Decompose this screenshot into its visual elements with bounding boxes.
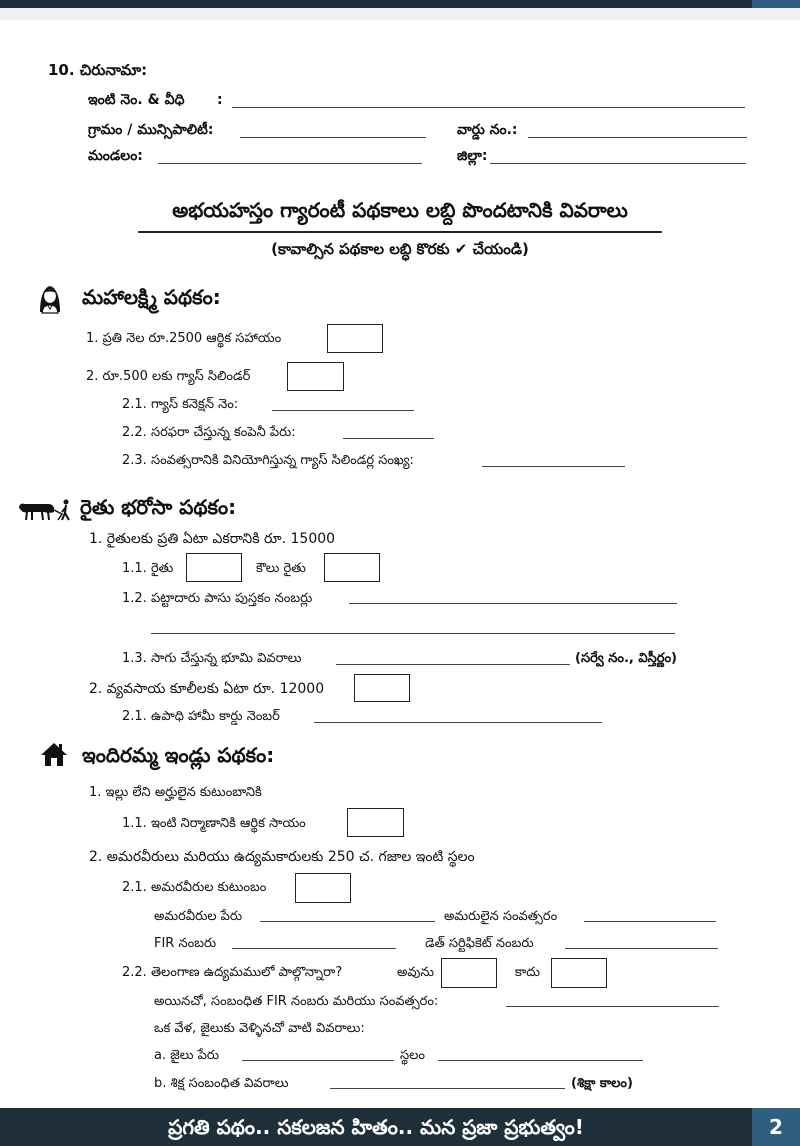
sentence-details-field[interactable] <box>330 1088 565 1089</box>
no-checkbox[interactable] <box>551 958 607 988</box>
top-strip <box>0 8 800 20</box>
passbook-field[interactable] <box>349 603 677 604</box>
address-title: 10. చిరునామా: <box>48 61 148 79</box>
district-label: జిల్లా: <box>457 148 488 164</box>
death-certificate-label: డెత్ సర్టిఫికెట్ నంబరు <box>425 936 534 951</box>
gas-connection-label: 2.1. గ్యాస్ కనెక్షన్ నెం: <box>122 397 239 412</box>
farmer-checkbox[interactable] <box>186 553 242 582</box>
mahalakshmi-title: మహాలక్ష్మి పథకం: <box>82 285 221 309</box>
indiramma-title: ఇందిరమ్మ ఇండ్లు పథకం: <box>82 743 275 767</box>
sentence-details-label: b. శిక్ష సంబంధిత వివరాలు <box>154 1076 289 1091</box>
ward-field[interactable] <box>528 137 747 138</box>
mandal-label: మండలం: <box>88 148 143 164</box>
tenant-farmer-checkbox[interactable] <box>324 553 380 582</box>
scheme-heading: అభయహస్తం గ్యారంటీ పథకాలు లబ్ది పొందటానికి వివరాలు <box>172 198 628 222</box>
house-colon: : <box>217 92 223 108</box>
jail-intro: ఒక వేళ, జైలుకు వెళ్ళినచో వాటి వివరాలు: <box>154 1021 365 1036</box>
gas-connection-field[interactable] <box>272 410 414 411</box>
passbook-label: 1.2. పట్టాదారు పాసు పుస్తకం నంబర్లు <box>122 591 313 606</box>
death-certificate-field[interactable] <box>565 948 718 949</box>
top-bar-tab <box>752 0 800 8</box>
construction-aid-checkbox[interactable] <box>347 808 404 837</box>
house-label: ఇంటి నెం. & వీధి <box>88 92 185 108</box>
rythu-title: రైతు భరోసా పథకం: <box>80 495 237 519</box>
mahalakshmi-item-2: 2. రూ.500 లకు గ్యాస్ సిలిండర్ <box>86 369 251 384</box>
yes-label: అవును <box>397 965 434 980</box>
martyr-family-checkbox[interactable] <box>295 873 351 903</box>
scheme-subheading: (కావాల్సిన పథకాల లబ్ధి కొరకు ✔ చేయండి) <box>271 240 529 258</box>
passbook-field-2[interactable] <box>151 633 675 634</box>
ward-label: వార్డు నం.: <box>457 122 518 138</box>
top-bar <box>0 0 800 8</box>
construction-aid-label: 1.1. ఇంటి నిర్మాణానికి ఆర్థిక సాయం <box>122 816 306 831</box>
farmer-plough-icon <box>18 498 74 522</box>
supplier-label: 2.2. సరఫరా చేస్తున్న కంపెనీ పేరు: <box>122 425 296 440</box>
martyr-name-label: అమరవీరుల పేరు <box>154 909 243 924</box>
district-field[interactable] <box>490 163 746 164</box>
martyr-year-field[interactable] <box>584 921 716 922</box>
yes-checkbox[interactable] <box>441 958 497 988</box>
martyr-family-label: 2.1. అమరవీరుల కుటుంబం <box>122 880 267 895</box>
land-details-label: 1.3. సాగు చేస్తున్న భూమి వివరాలు <box>122 651 302 666</box>
martyr-year-label: అమరులైన సంవత్సరం <box>444 909 558 924</box>
land-details-field[interactable] <box>336 664 570 665</box>
job-card-label: 2.1. ఉపాధి హామీ కార్డు నెంబర్ <box>122 709 280 724</box>
house-icon <box>40 741 68 767</box>
gas-cylinder-checkbox[interactable] <box>287 362 344 391</box>
monthly-aid-checkbox[interactable] <box>327 324 383 353</box>
village-field[interactable] <box>240 137 426 138</box>
place-label: స్థలం <box>400 1048 425 1063</box>
job-card-field[interactable] <box>314 722 602 723</box>
labourer-checkbox[interactable] <box>354 674 410 702</box>
indiramma-item-2: 2. అమరవీరులు మరియు ఉద్యమకారులకు 250 చ. గజాల ఇంటి స్థలం <box>89 849 475 865</box>
footer-slogan: ప్రగతి పథం.. సకలజన హితం.. మన ప్రజా ప్రభుత్వం! <box>168 1115 584 1139</box>
fir-details-field[interactable] <box>506 1006 719 1007</box>
village-label: గ్రామం / మున్సిపాలిటీ: <box>88 122 214 138</box>
rythu-item-2: 2. వ్యవసాయ కూలీలకు ఏటా రూ. 12000 <box>89 681 325 697</box>
page-number: 2 <box>752 1108 800 1146</box>
martyr-name-field[interactable] <box>260 921 435 922</box>
fir-number-field[interactable] <box>232 948 396 949</box>
sentence-period-label: (శిక్షా కాలం) <box>571 1076 633 1091</box>
land-details-suffix: (సర్వే నం., విస్తీర్ణం) <box>575 651 677 666</box>
mahalakshmi-item-1: 1. ప్రతి నెల రూ.2500 ఆర్థిక సహాయం <box>86 331 282 346</box>
mandal-field[interactable] <box>158 163 422 164</box>
movement-question: 2.2. తెలంగాణ ఉద్యమములో పాల్గొన్నారా? <box>122 965 343 980</box>
supplier-field[interactable] <box>343 438 434 439</box>
jail-name-field[interactable] <box>242 1060 394 1061</box>
rythu-item-1: 1. రైతులకు ప్రతి ఏటా ఎకరానికి రూ. 15000 <box>89 531 336 547</box>
house-field[interactable] <box>232 107 745 108</box>
cylinder-count-field[interactable] <box>482 466 625 467</box>
farmer-label: 1.1. రైతు <box>122 561 174 576</box>
woman-icon <box>36 282 64 314</box>
fir-number-label: FIR నంబరు <box>154 936 217 951</box>
tenant-farmer-label: కౌలు రైతు <box>256 561 306 576</box>
fir-details-label: అయినచో, సంబంధిత FIR నంబరు మరియు సంవత్సరం: <box>154 994 439 1009</box>
place-field[interactable] <box>438 1060 643 1061</box>
no-label: కాదు <box>515 965 540 980</box>
jail-name-label: a. జైలు పేరు <box>154 1048 220 1063</box>
footer-bar <box>0 1108 800 1146</box>
indiramma-item-1: 1. ఇల్లు లేని అర్హులైన కుటుంబానికి <box>89 785 262 800</box>
heading-underline <box>138 231 662 233</box>
cylinder-count-label: 2.3. సంవత్సరానికి వినియోగిస్తున్న గ్యాస్ సిలిండర్ల సంఖ్య: <box>122 453 414 468</box>
